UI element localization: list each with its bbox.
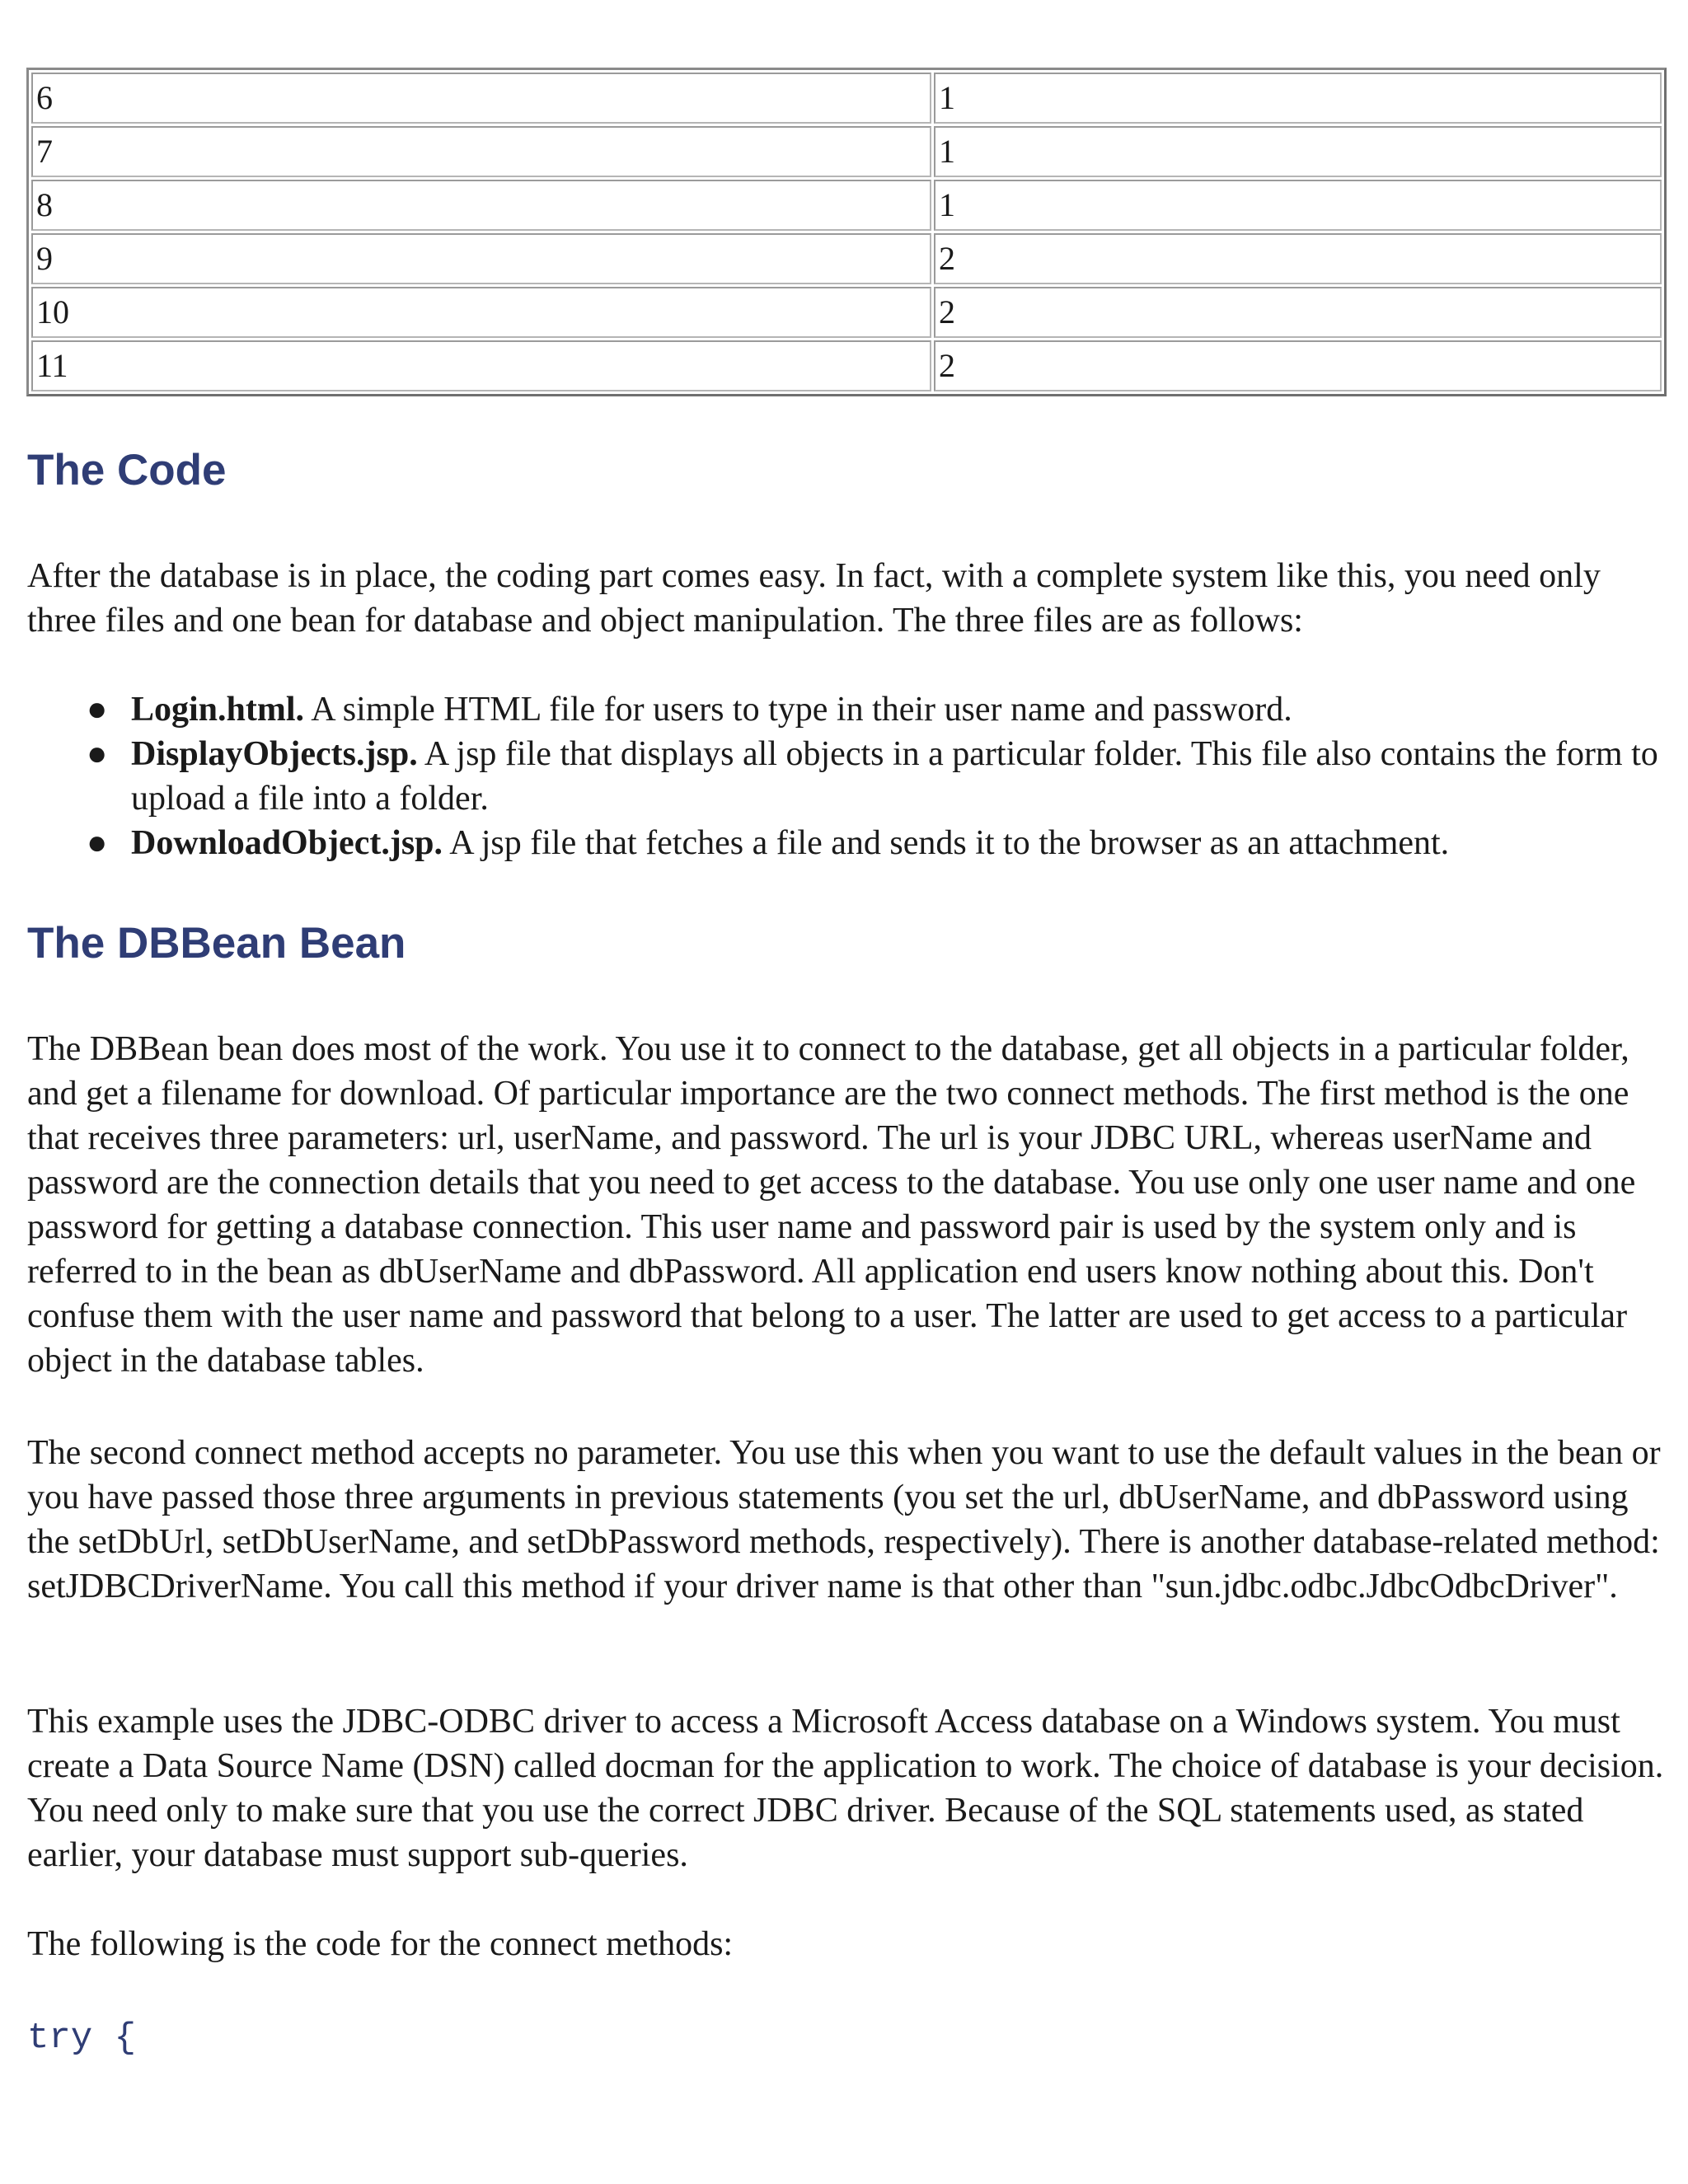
list-item [87,732,1667,821]
code-block: try { [27,2018,137,2059]
table-cell: 9 [31,233,931,284]
table-row [31,340,1662,391]
bullet-icon: ● [87,824,108,862]
bean-paragraph: This example uses the JDBC-ODBC driver to access a Microsoft Access database on a Windows system. You must create a Data Source Name (DSN) called docman for the application to work. The choice of database is your decision. You need only to make sure that you use the correct JDBC driver. Because of the SQL statements used, as stated earlier, your database must support sub-queries. [27,1703,1664,1874]
table-cell: 7 [31,126,931,177]
table-cell: 2 [934,233,1662,284]
bean-paragraph: The following is the code for the connect methods: [27,1925,734,1963]
data-table [26,68,1667,396]
file-name: DisplayObjects.jsp. [131,735,418,773]
code-intro-paragraph: After the database is in place, the coding part comes easy. In fact, with a complete system like this, you need only three files and one bean for database and object manipulation. The three files are as follows: [27,557,1601,640]
file-name: DownloadObject.jsp. [131,824,443,862]
table-cell: 1 [934,126,1662,177]
table-cell: 6 [31,73,931,124]
table-row [31,287,1662,338]
bullet-icon: ● [87,691,108,729]
table-cell: 2 [934,287,1662,338]
section-heading-dbbean: The DBBean Bean [27,919,406,968]
file-description: A simple HTML file for users to type in their user name and password. [304,691,1292,729]
list-item [87,687,1667,732]
table-row [31,126,1662,177]
table-cell: 1 [934,180,1662,231]
section-heading-the-code: The Code [27,446,227,494]
bullet-icon: ● [87,735,108,773]
table-cell: 1 [934,73,1662,124]
file-list [27,687,1667,865]
table-cell: 8 [31,180,931,231]
bean-paragraph: The second connect method accepts no parameter. You use this when you want to use the default values in the bean or you have passed those three arguments in previous statements (you set the url, dbUserName, and dbPassword using the setDbUrl, setDbUserName, and setDbPassword methods, respectively). There is another database-related method: setJDBCDriverName. You call this method if your driver name is that other than "sun.jdbc.odbc.JdbcOdbcDriver". [27,1434,1661,1605]
table-row [31,180,1662,231]
bean-paragraph: The DBBean bean does most of the work. You use it to connect to the database, get all objects in a particular folder, and get a filename for download. Of particular importance are the two connect methods. The first method is the one that receives three parameters: url, userName, and password. The url is your JDBC URL, whereas userName and password are the connection details that you need to get access to the database. You use only one user name and one password for getting a database connection. This user name and password pair is used by the system only and is referred to in the bean as dbUserName and dbPassword. All application end users know nothing about this. Don't confuse them with the user name and password that belong to a user. The latter are used to get access to a particular object in the database tables. [27,1030,1636,1380]
file-description: A jsp file that fetches a file and sends it to the browser as an attachment. [443,824,1450,862]
file-description: A jsp file that displays all objects in a particular folder. This file also contains the form to upload a file into a folder. [131,735,1658,818]
list-item [87,821,1667,865]
table-row [31,233,1662,284]
file-name: Login.html. [131,691,305,729]
table-row [31,73,1662,124]
table-cell: 10 [31,287,931,338]
table-cell: 11 [31,340,931,391]
table-cell: 2 [934,340,1662,391]
